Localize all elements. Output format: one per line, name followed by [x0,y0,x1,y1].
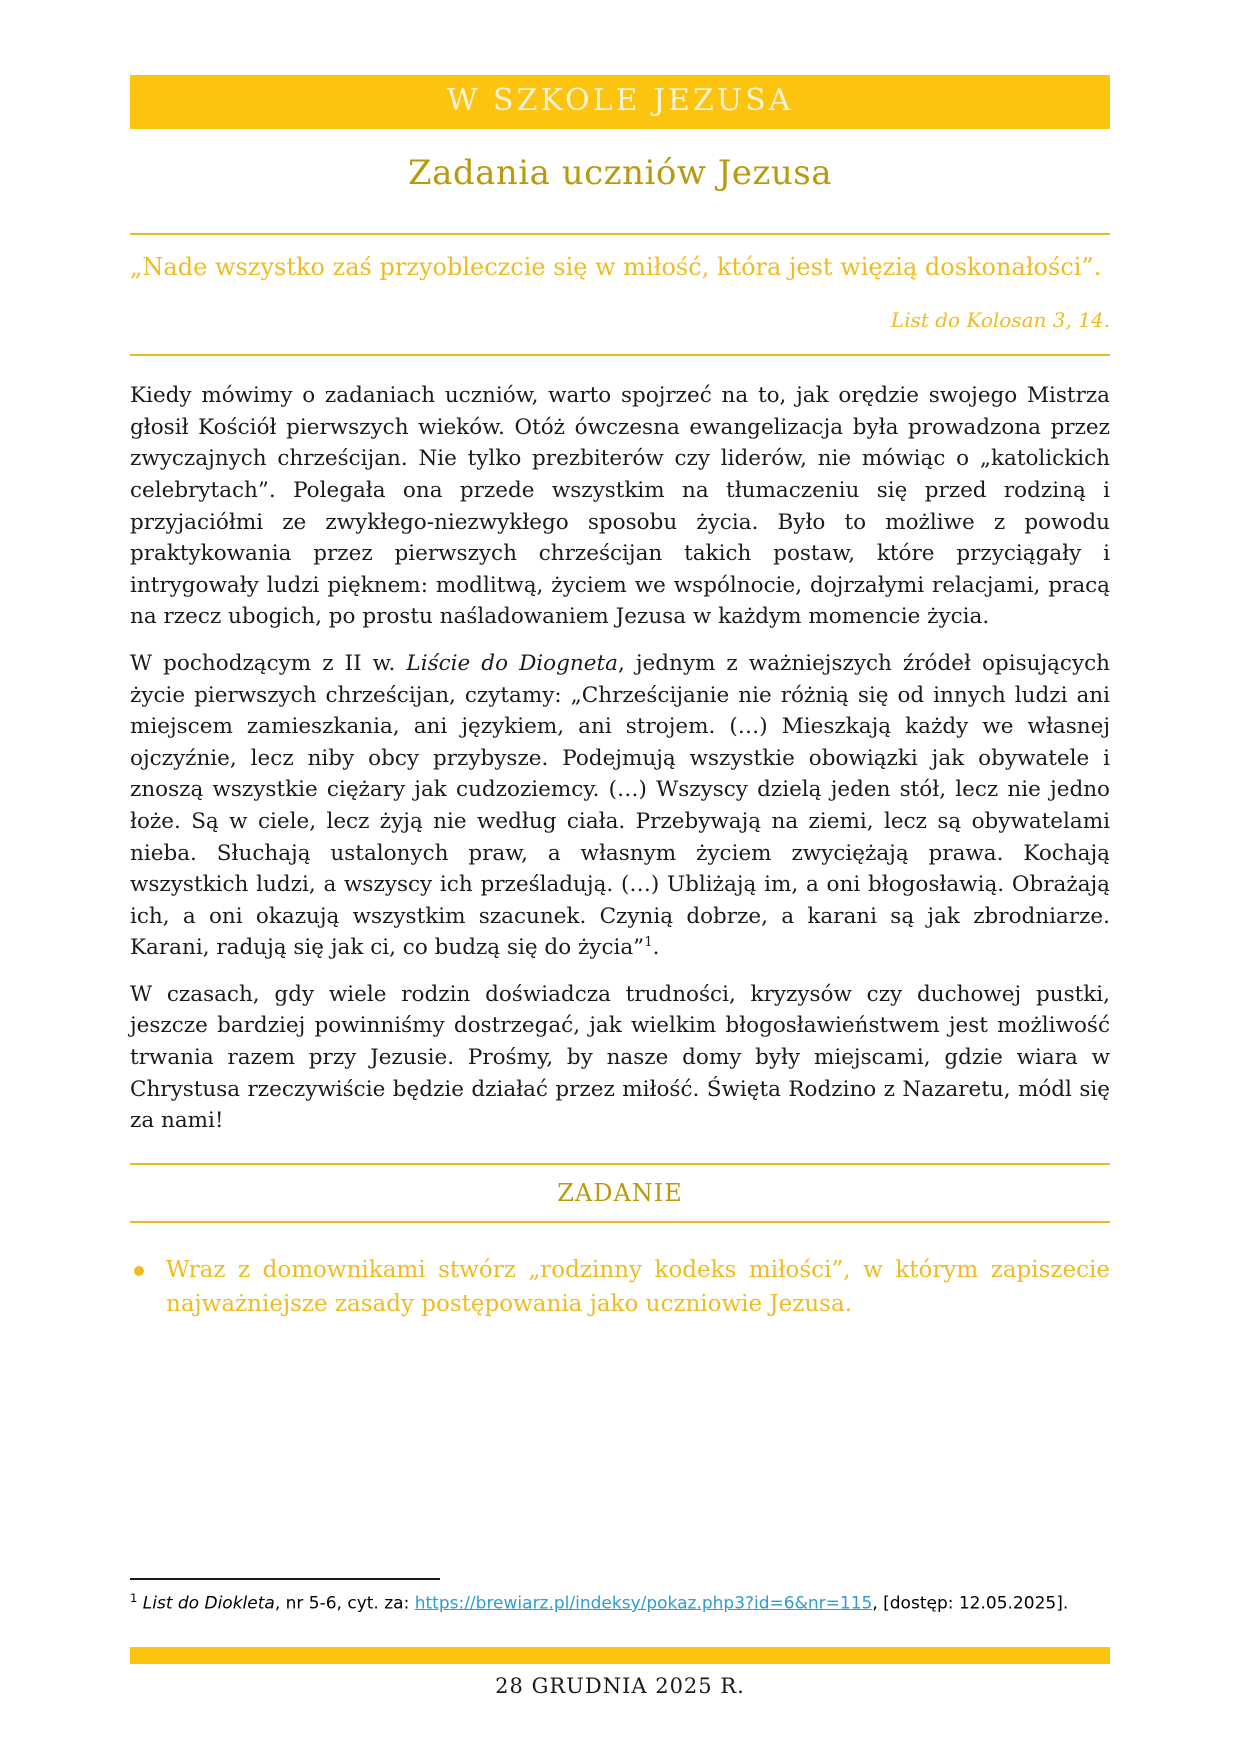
paragraph-2-text: W pochodzącym z II w. [130,650,407,676]
footer-yellow-bar [130,1647,1110,1664]
footnote-work-title: List do Diokleta [142,1593,275,1614]
article-body [130,380,1110,1137]
bullet-icon [134,1266,144,1276]
task-list-item [130,1253,1110,1322]
divider-task-top [130,1163,1110,1165]
body-paragraph-1: Kiedy mówimy o zadaniach uczniów, warto spojrzeć na to, jak orędzie swojego Mistrza głosił Kościół pierwszych wieków. Otóż ówczesna ewangelizacja była prowadzona przez zwyczajnych chrześcijan. Nie tylko prezbiterów czy liderów, nie mówiąc o „katolickich celebrytach”. Polegała ona przede wszystkim na tłumaczeniu się przed rodziną i przyjaciółmi ze zwykłego-niezwykłego sposobu życia. Było to możliwe z powodu praktykowania przez pierwszych chrześcijan takich postaw, które przyciągały i intrygowały ludzi pięknem: modlitwą, życiem we wspólnocie, dojrzałymi relacjami, pracą na rzecz ubogich, po prostu naśladowaniem Jezusa w każdym momencie życia. [130,383,1110,630]
divider-bottom-of-quote [130,354,1110,356]
paragraph-2-text: , jednym z ważniejszych źródeł opisujących życie pierwszych chrześcijan, czytamy: „Chrześcijanie nie różnią się od innych ludzi ani miejscem zamieszkania, ani językiem, ani strojem. (…) Mieszkają każdy we własnej ojczyźnie, lecz niby obcy przybysze. Podejmują wszystkie obowiązki jak obywatele i znoszą wszystkie ciężary jak cudzoziemcy. (…) Wszyscy dzielą jeden stół, lecz nie jedno łoże. Są w ciele, lecz żyją nie według ciała. Przebywają na ziemi, lecz są obywatelami nieba. Słuchają ustalonych praw, a własnym życiem zwyciężają prawa. Kochają wszystkich ludzi, a wszyscy ich prześladują. (…) Ubliżają im, a oni błogosławią. Obrażają ich, a oni okazują wszystkim szacunek. Czynią dobrze, a karani są jak zbrodniarze. Karani, radują się jak ci, co budzą się do życia” [130,650,1111,961]
divider-task-bottom [130,1221,1110,1223]
task-item-text: Wraz z domownikami stwórz „rodzinny kodeks miłości”, w którym zapiszecie najważniejsze zasady postępowania jako uczniowie Jezusa. [166,1256,1110,1318]
cited-work-title: Liście do Diogneta [406,650,618,676]
divider-top-of-quote [130,233,1110,235]
footnote-link[interactable]: https://brewiarz.pl/indeksy/pokaz.php3?id=6&nr=115 [414,1593,873,1614]
footnote [130,1590,1110,1616]
body-paragraph-3: W czasach, gdy wiele rodzin doświadcza trudności, kryzysów czy duchowej pustki, jeszcze bardziej powinniśmy dostrzegać, jak wielkim błogosławieństwem jest możliwość trwania razem przy Jezusie. Prośmy, by nasze domy były miejscami, gdzie wiara w Chrystusa rzeczywiście będzie działać przez miłość. Święta Rodzino z Nazaretu, módl się za nami! [130,981,1110,1134]
page-footer [130,1578,1110,1698]
task-section-heading: ZADANIE [557,1178,683,1207]
footnote-separator [130,1578,440,1580]
footnote-reference: 1 [644,935,653,951]
scripture-quote-text: „Nade wszystko zaś przyobleczcie się w miłość, która jest więzią doskonałości”. [130,253,1102,281]
footnote-marker: 1 [130,1590,138,1605]
footer-date: 28 GRUDNIA 2025 R. [495,1674,745,1698]
page-title: Zadania uczniów Jezusa [407,153,833,193]
paragraph-2-text: . [652,935,660,961]
banner-title: W SZKOLE JEZUSA [446,83,794,118]
scripture-quote-block [130,249,1110,332]
scripture-quote-attribution: List do Kolosan 3, 14. [890,308,1110,333]
body-paragraph-2 [130,648,1110,964]
task-list [130,1253,1110,1322]
footnote-text: , [dostęp: 12.05.2025]. [872,1593,1069,1614]
footnote-text: , nr 5-6, cyt. za: [274,1593,415,1614]
section-banner [130,75,1110,129]
